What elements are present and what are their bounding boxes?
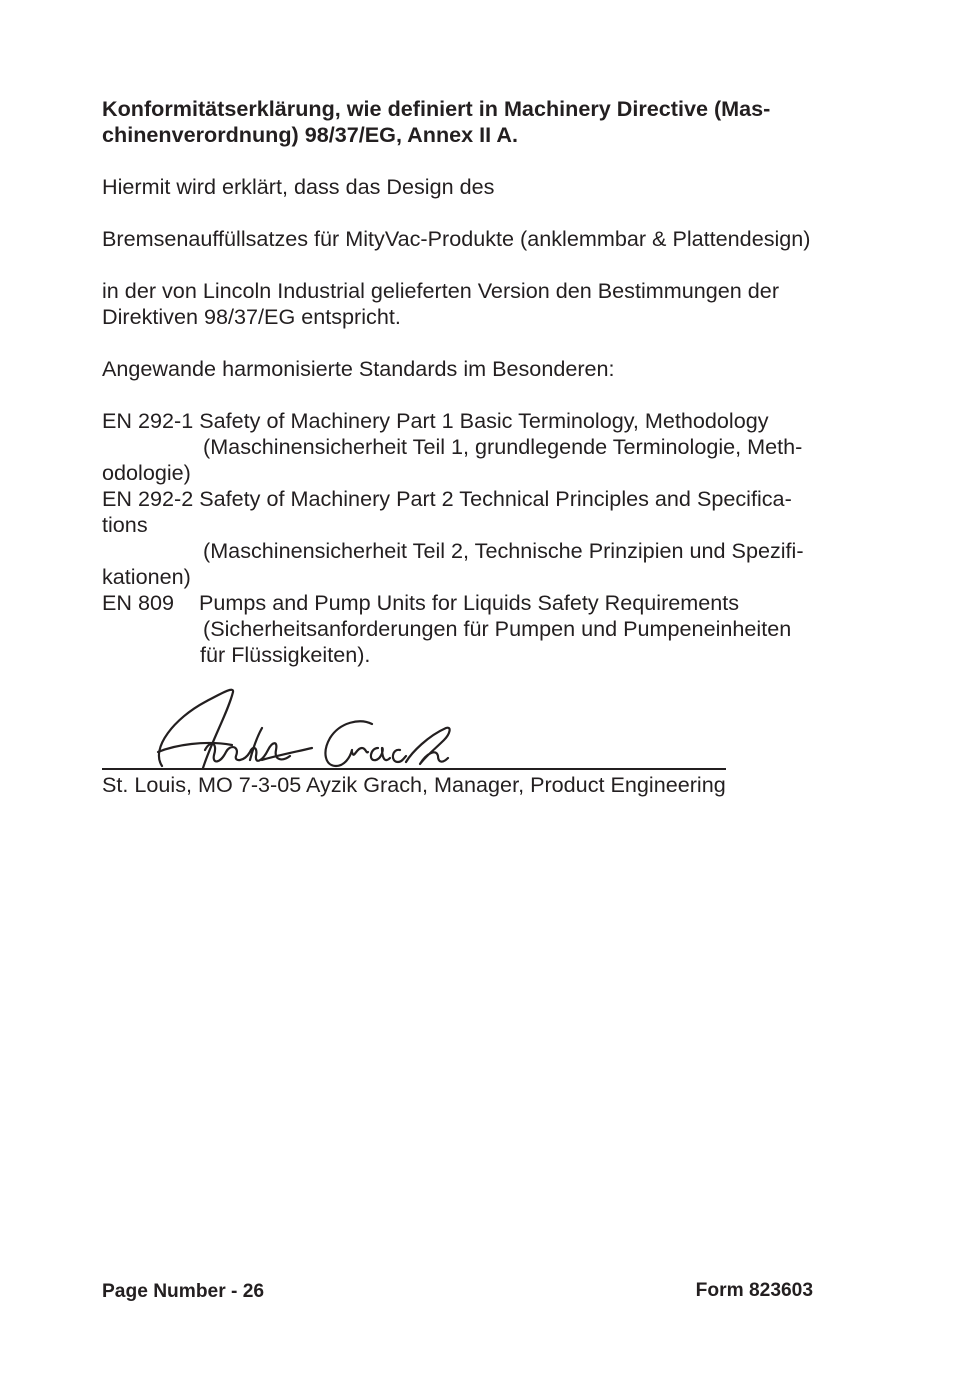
standard-title: Safety of Machinery Part 1 Basic Terminology, Methodology [199, 407, 769, 433]
standard-title: Pumps and Pump Units for Liquids Safety Requirements [199, 589, 740, 615]
compliance-statement-line: in der von Lincoln Industrial gelieferten Version den Bestimmungen der [102, 277, 780, 303]
form-number: Form 823603 [695, 1280, 813, 1301]
standard-title-continued: tions [102, 511, 148, 537]
signature-line [102, 768, 726, 770]
intro-statement-line: Hiermit wird erklärt, dass das Design des [102, 173, 495, 199]
standard-translation: (Maschinensicherheit Teil 1, grundlegende Terminologie, Meth- [203, 433, 803, 459]
standard-code: EN 292-2 [102, 485, 194, 511]
standards-heading [102, 356, 862, 382]
signature-stroke [393, 750, 406, 762]
signature-stroke [325, 721, 372, 766]
standard-translation-continued: kationen) [102, 563, 191, 589]
compliance-statement [102, 278, 862, 330]
standards-list [102, 408, 862, 668]
signature-stroke [352, 748, 368, 755]
standard-translation: (Maschinensicherheit Teil 2, Technische Prinzipien und Spezifi- [203, 537, 804, 563]
signature-stroke [205, 743, 290, 761]
product-name-line: Bremsenauffüllsatzes für MityVac-Produkte (anklemmbar & Plattendesign) [102, 225, 811, 251]
signature-stroke [159, 690, 233, 768]
standard-code: EN 292-1 [102, 407, 194, 433]
signature-stroke [158, 743, 232, 752]
standard-title-line [102, 590, 862, 616]
standard-translation-continued: für Flüssigkeiten). [200, 641, 371, 667]
standard-item-en-292-1 [102, 408, 862, 486]
intro-statement [102, 174, 862, 200]
standard-translation: (Sicherheitsanforderungen für Pumpen und Pumpeneinheiten [203, 615, 792, 641]
signature-stroke [406, 728, 450, 764]
page-number: Page Number - 26 [102, 1281, 265, 1302]
signature-stroke [371, 748, 390, 760]
declaration-title [102, 96, 862, 148]
standard-title: Safety of Machinery Part 2 Technical Principles and Specifica- [199, 485, 792, 511]
standard-code: EN 809 [102, 589, 175, 615]
standards-heading-line: Angewande harmonisierte Standards im Besonderen: [102, 355, 615, 381]
standard-item-en-809 [102, 590, 862, 668]
declaration-title-line: chinenverordnung) 98/37/EG, Annex II A. [102, 121, 518, 147]
declaration-body [102, 96, 862, 668]
standard-title-line [102, 408, 862, 434]
standard-translation-continued: odologie) [102, 459, 191, 485]
standard-item-en-292-2 [102, 486, 862, 590]
standard-title-line [102, 486, 862, 512]
product-name [102, 226, 862, 252]
signature-caption: St. Louis, MO 7-3-05 Ayzik Grach, Manager, Product Engineering [102, 772, 726, 797]
handwritten-signature [140, 680, 470, 775]
compliance-statement-line: Direktiven 98/37/EG entspricht. [102, 303, 401, 329]
declaration-title-line: Konformitätserklärung, wie definiert in Machinery Directive (Mas- [102, 95, 771, 121]
